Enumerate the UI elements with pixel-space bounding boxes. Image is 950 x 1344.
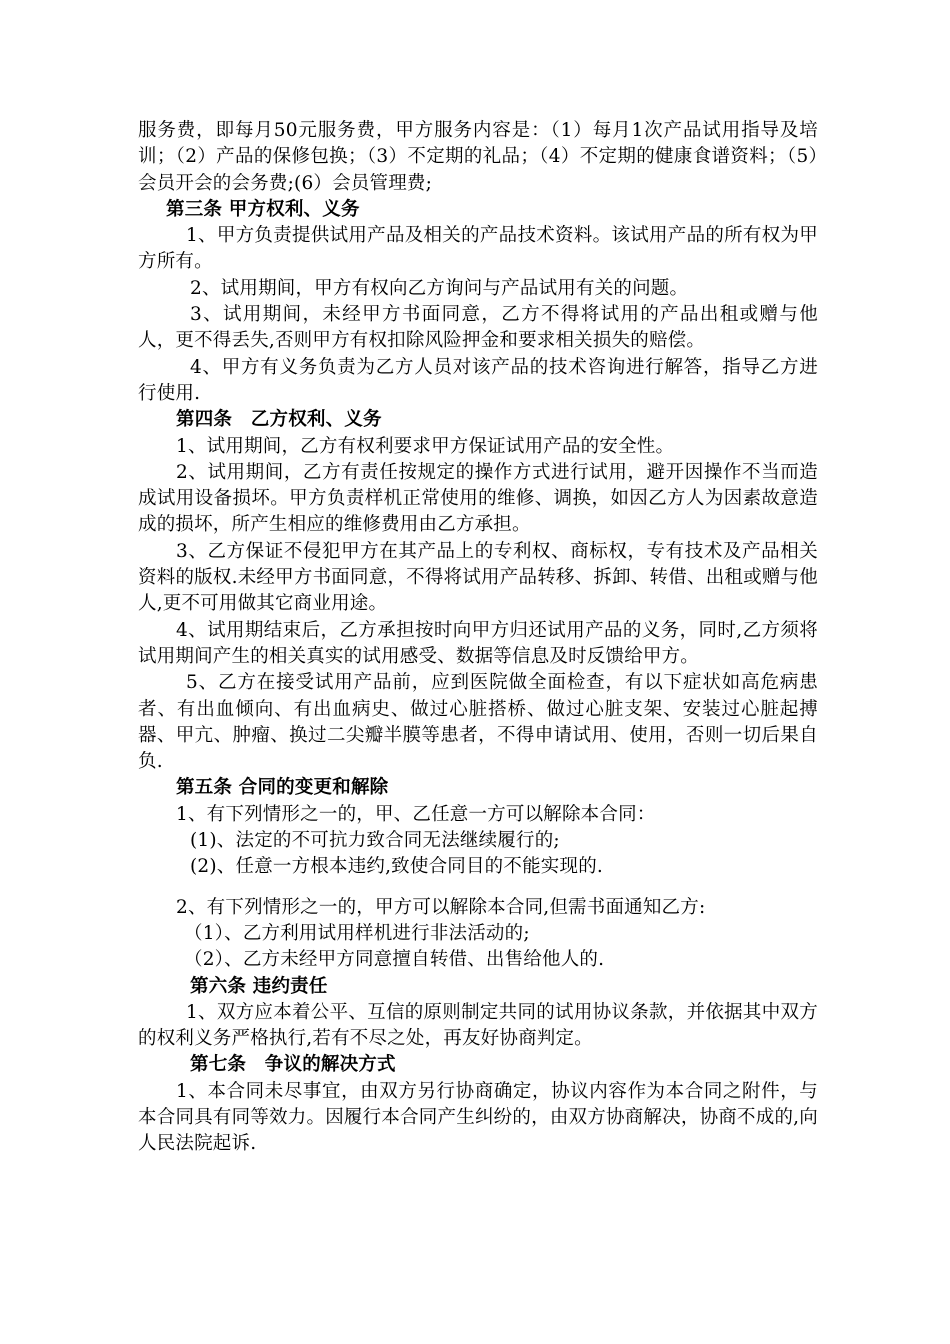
document-page [138, 118, 818, 1158]
article-5-item-1b: (2)、任意一方根本违约,致使合同目的不能实现的. [190, 856, 603, 878]
paragraph-gap [138, 881, 818, 895]
article-5-heading: 第五条 合同的变更和解除 [176, 777, 389, 799]
fee-paragraph: 服务费，即每月50元服务费，甲方服务内容是：（1）每月1次产品试用指导及培训；（2）产品的保修包换；（3）不定期的礼品；（4）不定期的健康食谱资料；（5）会员开会的会务费;(6）会员管理费; [138, 120, 818, 194]
article-4-item-5: 5、乙方在接受试用产品前，应到医院做全面检查，有以下症状如高危病患者、有出血倾向、有出血病史、做过心脏搭桥、做过心脏支架、安装过心脏起搏器、甲亢、肿瘤、换过二尖瓣半膜等患者，不得申请试用、使用，否则一切后果自负. [138, 672, 818, 773]
article-7-item-1: 1、本合同未尽事宜，由双方另行协商确定，协议内容作为本合同之附件，与本合同具有同等效力。因履行本合同产生纠纷的，由双方协商解决，协商不成的,向人民法院起诉. [138, 1080, 818, 1155]
article-4-item-2: 2、试用期间，乙方有责任按规定的操作方式进行试用，避开因操作不当而造成试用设备损坏。甲方负责样机正常使用的维修、调换，如因乙方人为因素故意造成的损坏，所产生相应的维修费用由乙方承担。 [138, 461, 818, 536]
article-5-item-1: 1、有下列情形之一的，甲、乙任意一方可以解除本合同： [176, 803, 656, 825]
article-6-heading: 第六条 违约责任 [190, 975, 328, 997]
article-5-item-1a: (1)、法定的不可抗力致合同无法继续履行的; [190, 830, 560, 852]
article-6-item-1: 1、双方应本着公平、互信的原则制定共同的试用协议条款，并依据其中双方的权利义务严格执行,若有不尽之处，再友好协商判定。 [138, 1001, 818, 1050]
article-4-item-1: 1、试用期间，乙方有权利要求甲方保证试用产品的安全性。 [176, 435, 675, 457]
article-4-item-3: 3、乙方保证不侵犯甲方在其产品上的专利权、商标权，专有技术及产品相关资料的版权.未经甲方书面同意，不得将试用产品转移、拆卸、转借、出租或赠与他人,更不可用做其它商业用途。 [138, 540, 818, 615]
article-3-item-4: 4、甲方有义务负责为乙方人员对该产品的技术咨询进行解答，指导乙方进行使用. [138, 356, 818, 404]
article-4-item-4: 4、试用期结束后，乙方承担按时向甲方归还试用产品的义务，同时,乙方须将试用期间产生的相关真实的试用感受、数据等信息及时反馈给甲方。 [138, 619, 818, 667]
article-3-item-3: 3、试用期间，未经甲方书面同意，乙方不得将试用的产品出租或赠与他人，更不得丢失,否则甲方有权扣除风险押金和要求相关损失的赔偿。 [138, 304, 818, 352]
article-3-item-1: 1、甲方负责提供试用产品及相关的产品技术资料。该试用产品的所有权为甲方所有。 [138, 225, 818, 273]
article-5-item-2b: （2）、乙方未经甲方同意擅自转借、出售给他人的. [184, 949, 605, 971]
article-5-item-2: 2、有下列情形之一的，甲方可以解除本合同,但需书面通知乙方: [176, 896, 706, 918]
article-3-heading: 第三条 甲方权利、义务 [166, 198, 360, 220]
article-3-item-2: 2、试用期间，甲方有权向乙方询问与产品试用有关的问题。 [190, 277, 689, 299]
article-4-heading: 第四条 乙方权利、义务 [176, 409, 382, 431]
article-5-item-2a: （1）、乙方利用试用样机进行非法活动的; [184, 922, 530, 944]
article-7-heading: 第七条 争议的解决方式 [190, 1054, 396, 1076]
